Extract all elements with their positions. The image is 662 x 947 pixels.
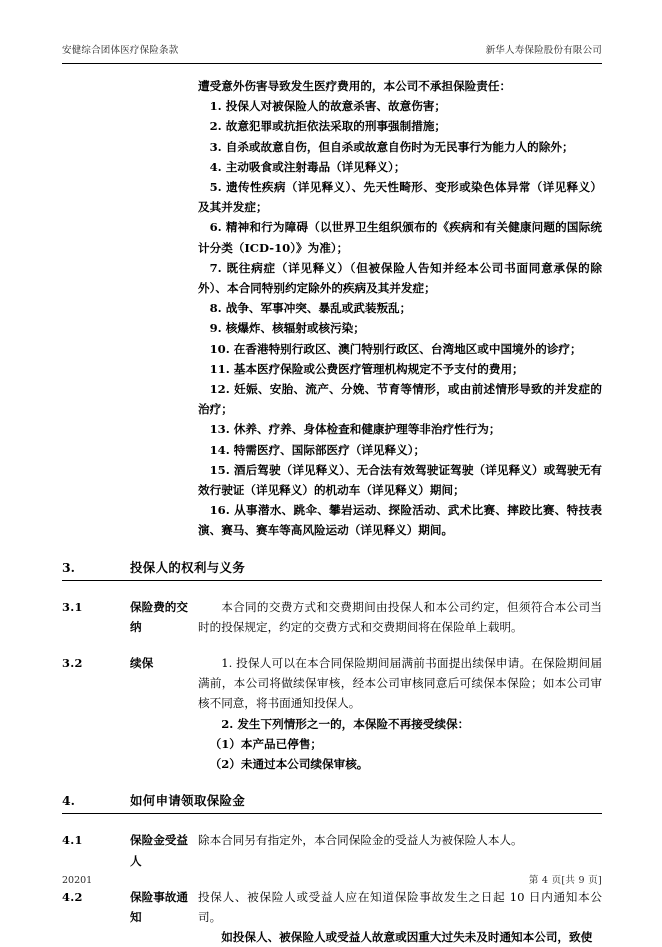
header-document-title: 安健综合团体医疗保险条款: [62, 45, 179, 56]
clause-4-2: [62, 887, 602, 947]
footer-page-number: 第 4 页[共 9 页]: [528, 875, 602, 886]
exclusion-item: 11. 基本医疗保险或公费医疗管理机构规定不予支付的费用；: [209, 361, 524, 376]
exclusion-item: 5. 遗传性疾病（详见释义）、先天性畸形、变形或染色体异常（详见释义）及其并发症；: [198, 180, 602, 215]
exclusion-item: 4. 主动吸食或注射毒品（详见释义）；: [209, 159, 406, 174]
clause-paragraph: 除本合同另有指定外，本合同保险金的受益人为被保险人本人。: [198, 833, 523, 848]
clause-paragraph: 投保人、被保险人或受益人应在知道保险事故发生之日起 10 日内通知本公司。: [198, 889, 602, 924]
exclusion-item: 9. 核爆炸、核辐射或核污染；: [209, 321, 365, 336]
page-content: [62, 76, 602, 947]
clause-paragraph: （1）本产品已停售；: [209, 736, 323, 751]
clause-paragraph: 本合同的交费方式和交费期间由投保人和本公司约定，但须符合本公司当时的投保规定，约定的交费方式和交费期间将在保险单上载明。: [198, 599, 602, 634]
header-divider: [62, 63, 602, 64]
exclusion-item: 13. 休养、疗养、身体检查和健康护理等非治疗性行为；: [209, 422, 501, 437]
section-number: 4.: [62, 793, 75, 809]
section-heading-3: [62, 558, 602, 581]
clause-label: 保险事故通知: [130, 889, 188, 924]
clause-paragraph: 1. 投保人可以在本合同保险期间届满前书面提出续保申请。在保险期间届满前，本公司将做续保审核，经本公司审核同意后可续保本保险；如本公司审核不同意，将书面通知投保人。: [198, 656, 602, 711]
exclusion-item: 6. 精神和行为障碍（以世界卫生组织颁布的《疾病和有关健康问题的国际统计分类（ICD-10）》为准）；: [198, 220, 602, 255]
clause-3-1: [62, 597, 602, 637]
clause-number: 3.1: [62, 599, 83, 614]
clause-paragraph: （2）未通过本公司续保审核。: [209, 757, 369, 772]
section-number: 3.: [62, 559, 75, 575]
exclusion-item: 7. 既往病症（详见释义）（但被保险人告知并经本公司书面同意承保的除外）、本合同特别约定除外的疾病及其并发症；: [198, 260, 602, 296]
clause-label: 保险费的交纳: [130, 599, 188, 634]
section-title: 如何申请领取保险金: [130, 793, 246, 809]
clause-paragraph: 2. 发生下列情形之一的，本保险不再接受续保：: [221, 716, 470, 731]
section-title: 投保人的权利与义务: [130, 559, 246, 575]
exclusions-block: [198, 76, 602, 541]
clause-body: [198, 887, 602, 947]
clause-3-2: [62, 653, 602, 774]
clause-label: 保险金受益人: [130, 833, 188, 868]
clause-4-1: [62, 830, 602, 870]
section-heading-4: [62, 791, 602, 814]
exclusion-item: 8. 战争、军事冲突、暴乱或武装叛乱；: [209, 301, 412, 316]
header-company-name: 新华人寿保险股份有限公司: [485, 45, 602, 56]
clause-paragraph: 如投保人、被保险人或受益人故意或因重大过失未及时通知本公司，致使: [221, 930, 593, 945]
clause-number: 3.2: [62, 656, 83, 671]
clause-number: 4.2: [62, 889, 83, 904]
clause-body: [198, 653, 602, 774]
clause-body: [198, 597, 602, 637]
exclusion-item: 15. 酒后驾驶（详见释义）、无合法有效驾驶证驾驶（详见释义）或驾驶无有效行驶证（详见释义）的机动车（详见释义）期间；: [198, 462, 602, 498]
exclusion-item: 14. 特需医疗、国际部医疗（详见释义）；: [209, 442, 426, 457]
clause-label: 续保: [130, 656, 154, 671]
exclusion-item: 2. 故意犯罪或抗拒依法采取的刑事强制措施；: [209, 119, 447, 134]
page-header: [62, 44, 602, 58]
exclusions-lead-line: 遭受意外伤害导致发生医疗费用的，本公司不承担保险责任：: [198, 79, 512, 93]
exclusion-item: 12. 妊娠、安胎、流产、分娩、节育等情形，或由前述情形导致的并发症的治疗；: [198, 382, 602, 417]
exclusion-item: 16. 从事潜水、跳伞、攀岩运动、探险活动、武术比赛、摔跤比赛、特技表演、赛马、赛车等高风险运动（详见释义）期间。: [198, 503, 602, 538]
footer-document-code: 20201: [62, 875, 93, 886]
clause-number: 4.1: [62, 833, 83, 848]
clause-body: [198, 830, 602, 850]
exclusion-item: 1. 投保人对被保险人的故意杀害、故意伤害；: [209, 99, 447, 114]
exclusion-item: 3. 自杀或故意自伤，但自杀或故意自伤时为无民事行为能力人的除外；: [209, 139, 574, 154]
page-footer: [62, 874, 602, 888]
exclusion-item: 10. 在香港特别行政区、澳门特别行政区、台湾地区或中国境外的诊疗；: [209, 341, 582, 356]
